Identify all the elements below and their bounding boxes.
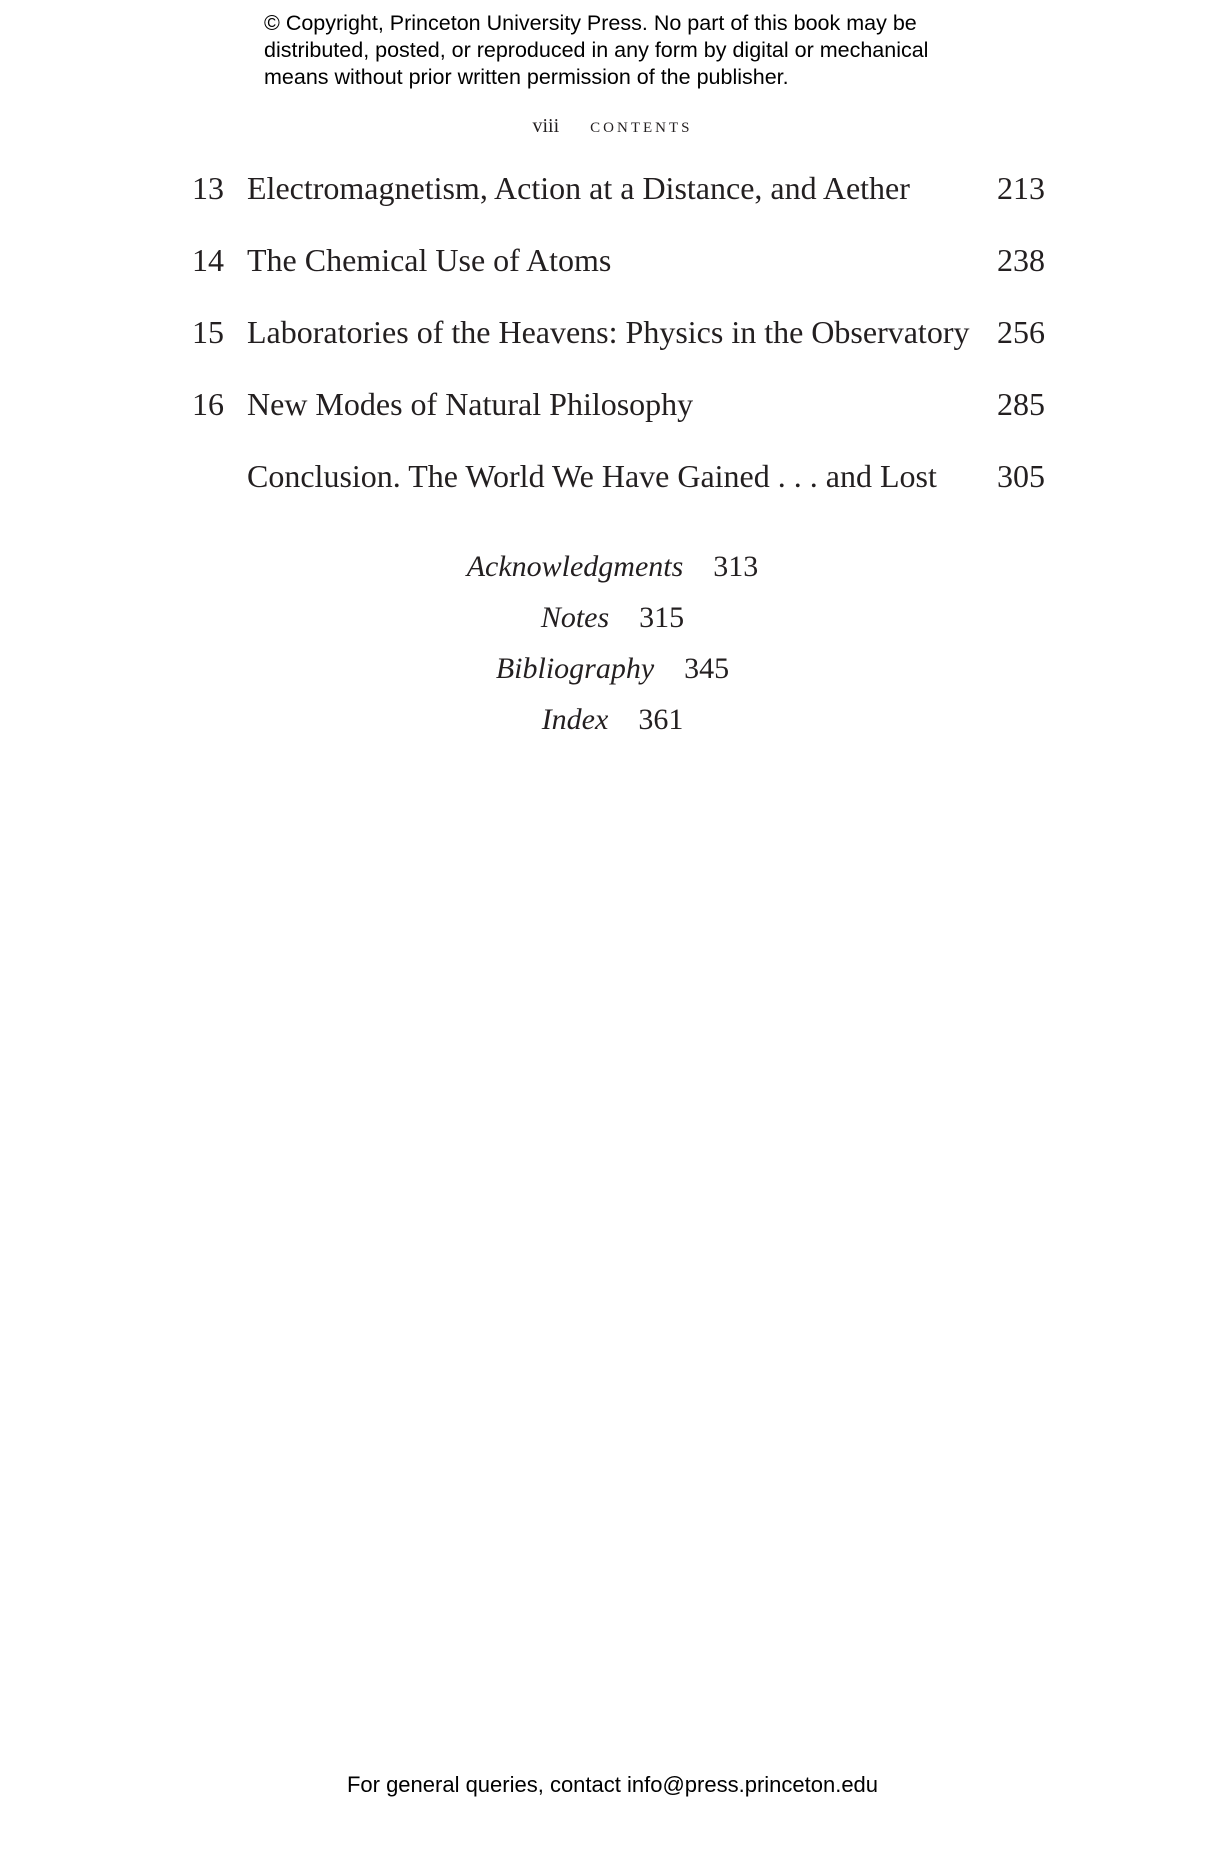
chapter-page: 285 (997, 386, 1045, 422)
chapter-number: 15 (192, 314, 224, 350)
back-matter-title: Notes (540, 601, 610, 634)
chapter-title: The Chemical Use of Atoms (247, 242, 612, 278)
back-matter-page: 345 (684, 652, 730, 685)
back-matter-title: Index (541, 703, 609, 736)
toc-entry (0, 306, 1225, 378)
copyright-line: distributed, posted, or reproduced in any form by digital or mechanical (264, 38, 929, 62)
chapter-page: 238 (997, 242, 1045, 278)
copyright-line: © Copyright, Princeton University Press. No part of this book may be (264, 11, 917, 35)
toc-entry (0, 378, 1225, 450)
back-matter-page: 361 (638, 703, 684, 736)
running-head (0, 112, 1225, 138)
contact-footer: For general queries, contact info@press.princeton.edu (346, 1772, 879, 1797)
toc-entry (0, 234, 1225, 306)
back-matter-page: 315 (639, 601, 685, 634)
section-title: contents (590, 112, 693, 137)
chapter-title: New Modes of Natural Philosophy (247, 386, 694, 422)
back-matter-entry (0, 545, 1225, 596)
table-of-contents (0, 162, 1225, 522)
toc-entry (0, 450, 1225, 522)
back-matter-title: Acknowledgments (466, 550, 684, 583)
chapter-number: 14 (192, 242, 224, 278)
back-matter-entry (0, 647, 1225, 698)
chapter-title: Laboratories of the Heavens: Physics in the Observatory (247, 314, 970, 350)
back-matter-page: 313 (713, 550, 759, 583)
chapter-page: 213 (997, 170, 1045, 206)
page-folio: viii (532, 115, 560, 137)
chapter-page: 305 (997, 458, 1045, 494)
back-matter-entry (0, 596, 1225, 647)
copyright-line: means without prior written permission of the publisher. (264, 65, 789, 89)
chapter-page: 256 (997, 314, 1045, 350)
back-matter-title: Bibliography (495, 652, 655, 685)
chapter-number: 16 (192, 386, 224, 422)
back-matter-entry (0, 698, 1225, 749)
back-matter-list (0, 545, 1225, 749)
copyright-notice (264, 10, 984, 91)
chapter-title: Electromagnetism, Action at a Distance, and Aether (247, 170, 910, 206)
toc-entry (0, 162, 1225, 234)
chapter-title: Conclusion. The World We Have Gained . . . and Lost (247, 458, 937, 494)
chapter-number: 13 (192, 170, 224, 206)
